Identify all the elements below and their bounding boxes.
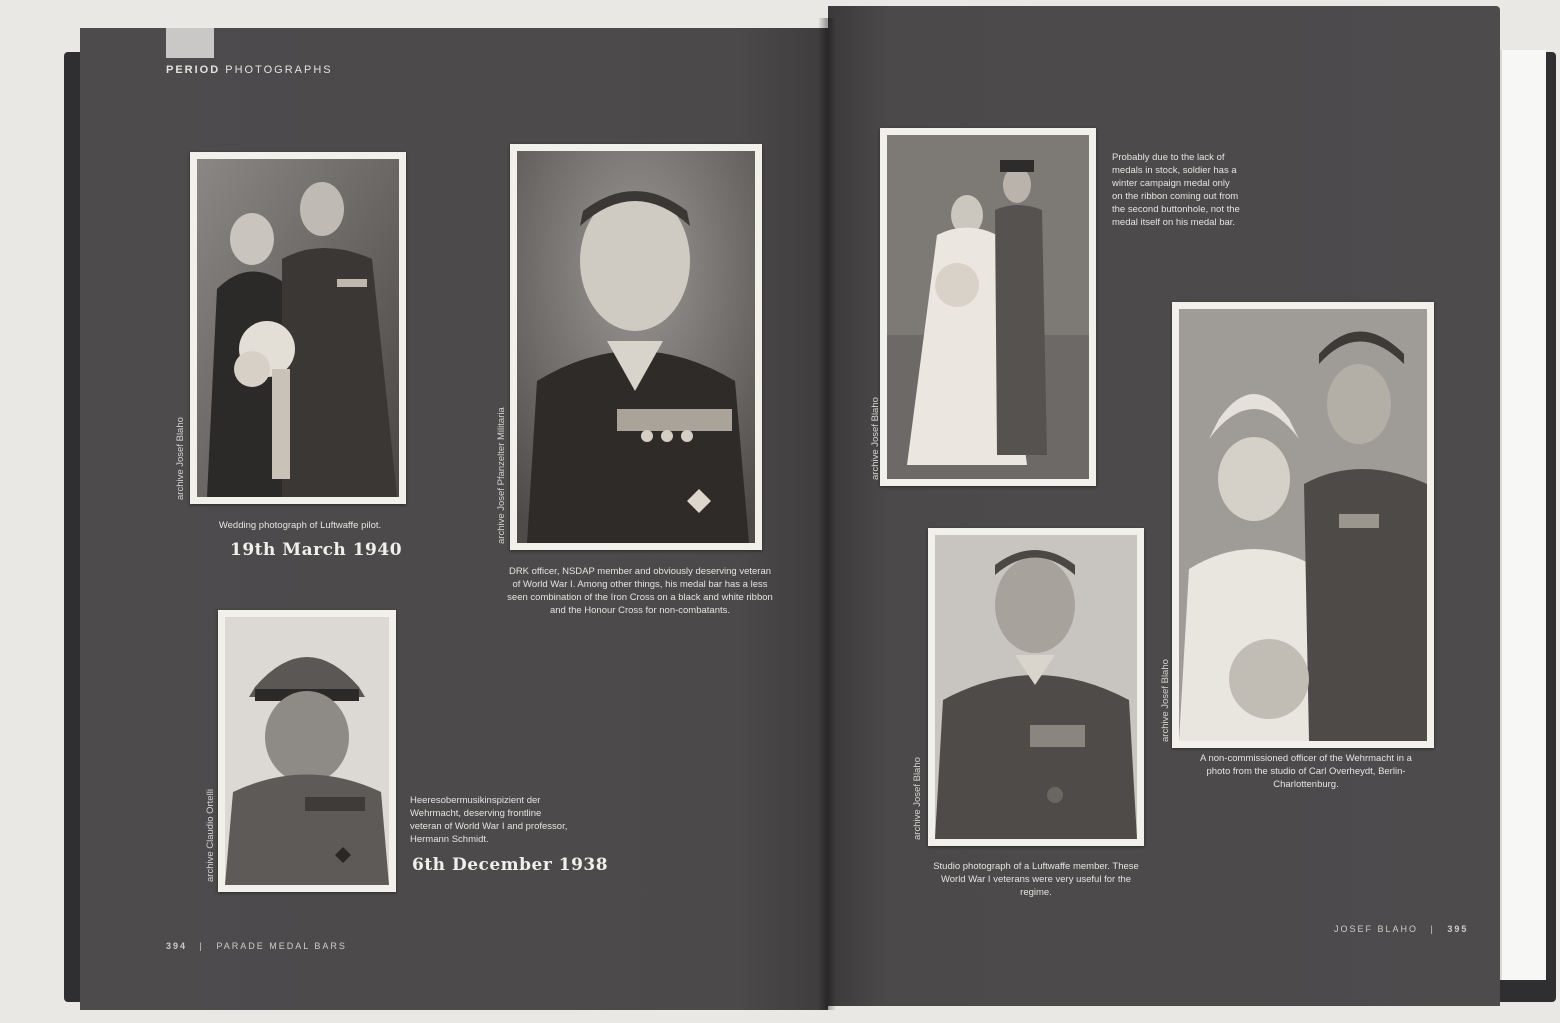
- right-footer-separator: |: [1430, 924, 1435, 934]
- wedding-date: 19th March 1940: [230, 540, 403, 560]
- section-header: [166, 64, 333, 76]
- nco-wedding-photo: [1172, 302, 1434, 748]
- luftwaffe-archive-credit: archive Josef Blaho: [912, 757, 923, 840]
- right-footer-author: JOSEF BLAHO: [1334, 924, 1419, 934]
- schmidt-date: 6th December 1938: [412, 855, 609, 875]
- wedding-photo: [190, 152, 406, 504]
- wedding-caption: Wedding photograph of Luftwaffe pilot.: [218, 520, 382, 531]
- bride-soldier-photo: [880, 128, 1096, 486]
- drk-officer-photo: [510, 144, 762, 550]
- header-rest: PHOTOGRAPHS: [225, 64, 333, 76]
- nco-archive-credit: archive Josef Blaho: [1160, 659, 1171, 742]
- header-bold: PERIOD: [166, 64, 221, 76]
- schmidt-archive-credit: archive Claudio Ortelli: [205, 789, 216, 882]
- luftwaffe-studio-photo: [928, 528, 1144, 846]
- luftwaffe-caption: Studio photograph of a Luftwaffe member. These World War I veterans were very useful for the regime.: [933, 861, 1139, 898]
- left-footer-separator: |: [199, 941, 204, 951]
- drk-archive-credit: archive Josef Pfanzelter Militaria: [496, 407, 507, 544]
- right-page-number: 395: [1447, 924, 1469, 934]
- bride-caption: Probably due to the lack of medals in stock, soldier has a winter campaign medal only on the ribbon coming out from the second buttonhole, not the medal itself on his medal bar.: [1112, 152, 1240, 228]
- left-footer-title: PARADE MEDAL BARS: [216, 941, 347, 951]
- schmidt-caption: Heeresobermusikinspizient der Wehrmacht, deserving frontline veteran of World War I and professor, Hermann Schmidt.: [410, 795, 568, 845]
- book-gutter: [818, 18, 836, 1010]
- left-footer: [166, 941, 347, 951]
- nco-caption: A non-commissioned officer of the Wehrmacht in a photo from the studio of Carl Overheydt, Berlin-Charlottenburg.: [1200, 753, 1412, 790]
- drk-caption: DRK officer, NSDAP member and obviously deserving veteran of World War I. Among other things, his medal bar has a less seen combination of the Iron Cross on a black and white ribbon and the Honour Cross for non-combatants.: [507, 566, 773, 616]
- right-footer: [1334, 924, 1468, 934]
- left-page-number: 394: [166, 941, 188, 951]
- section-tab: [166, 28, 214, 58]
- wedding-archive-credit: archive Josef Blaho: [175, 417, 186, 500]
- page-block-edge: [1500, 50, 1546, 980]
- bride-archive-credit: archive Josef Blaho: [870, 397, 881, 480]
- schmidt-photo: [218, 610, 396, 892]
